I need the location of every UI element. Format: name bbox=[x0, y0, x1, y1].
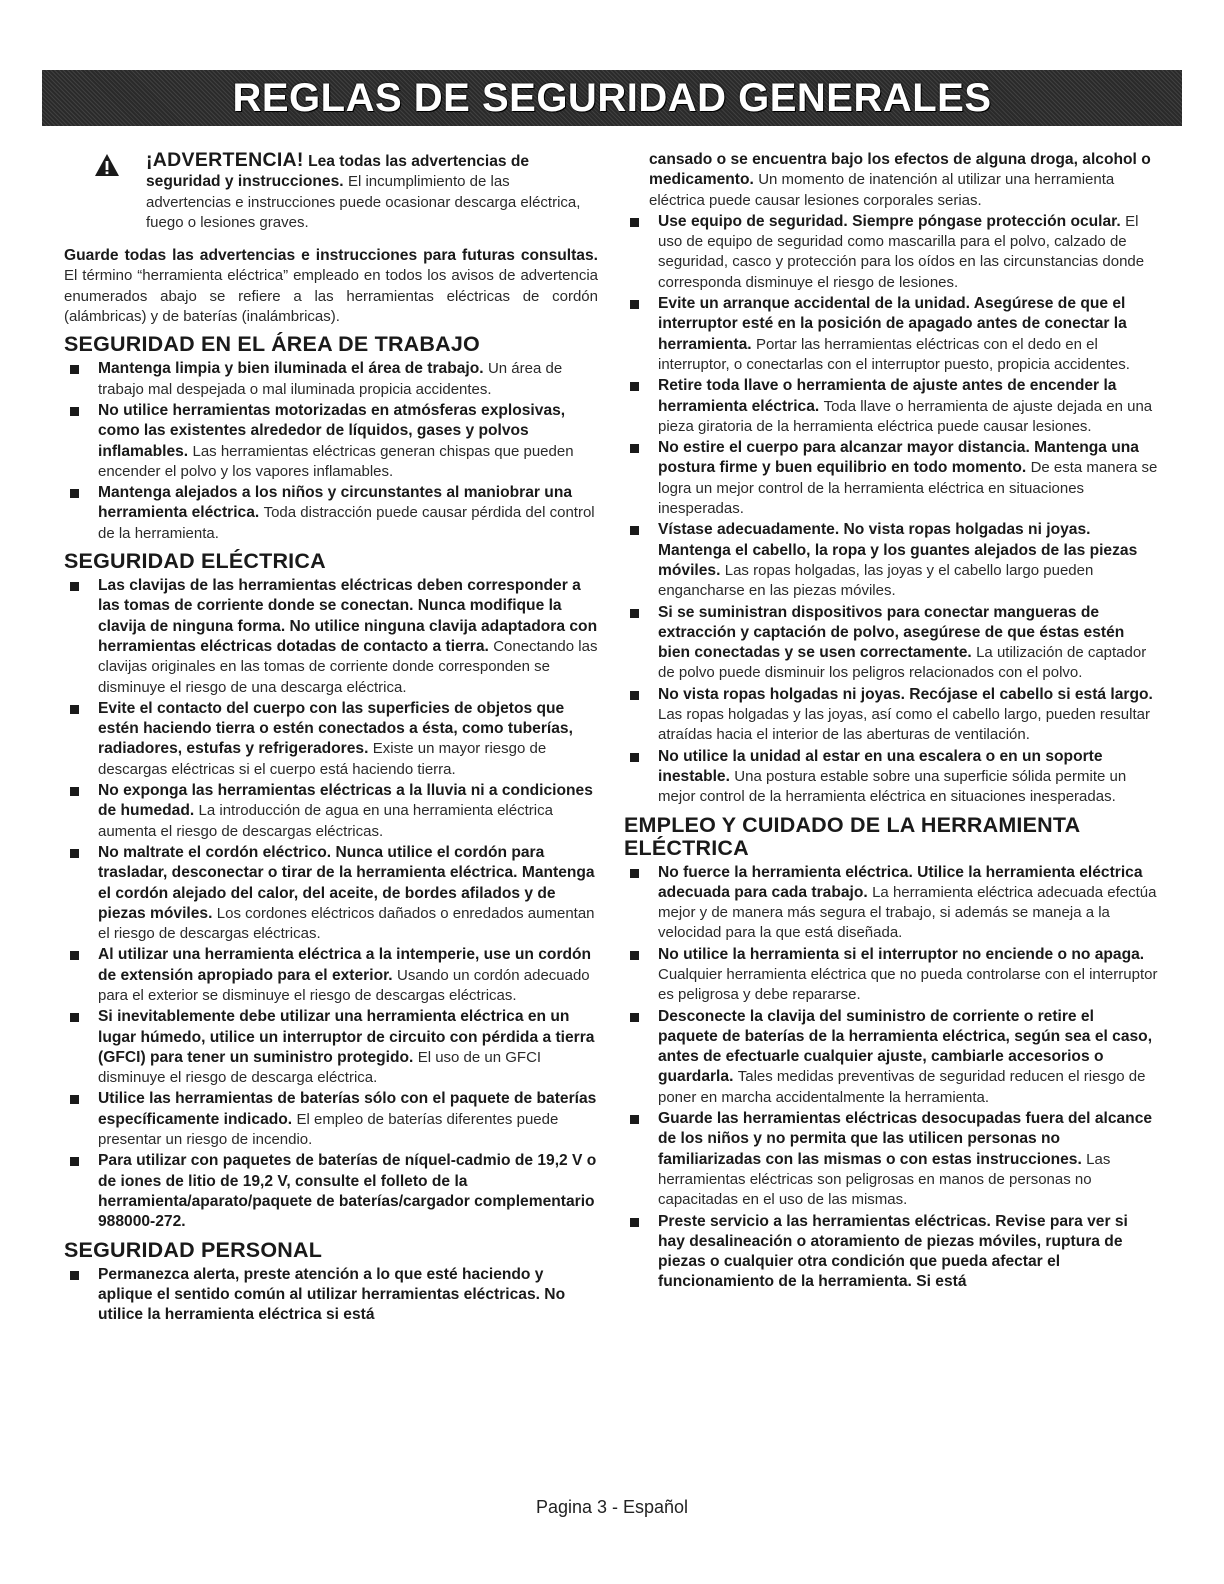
item-text: Un momento de inatención al utilizar una herramienta eléctrica puede causar lesiones corporales serias. bbox=[649, 171, 1115, 209]
item-text: Toda distracción puede causar pérdida del control de la herramienta. bbox=[98, 504, 595, 542]
bullet-square-icon bbox=[630, 300, 639, 309]
warning-triangle-icon bbox=[94, 153, 120, 177]
list-item bbox=[64, 401, 598, 482]
section-heading-work-area: SEGURIDAD EN EL ÁREA DE TRABAJO bbox=[64, 332, 480, 357]
intro-text: El término “herramienta eléctrica” empleado en todos los avisos de advertencia enumerados abajo se refiere a las herramientas eléctricas de cordón (alámbricas) y de baterías (inalámbricas). bbox=[64, 267, 598, 326]
item-bold-text: Vístase adecuadamente. No vista ropas holgadas ni joyas. Mantenga el cabello, la ropa y los guantes alejados de las piezas móviles. bbox=[658, 521, 1138, 579]
list-item bbox=[64, 1265, 598, 1326]
list-item bbox=[64, 843, 598, 944]
bullet-square-icon bbox=[630, 1013, 639, 1022]
tool-care-list bbox=[624, 863, 1158, 1293]
list-item-continuation bbox=[624, 150, 1158, 211]
electrical-list bbox=[64, 576, 598, 1233]
item-bold-text: No vista ropas holgadas ni joyas. Recójase el cabello si está largo. bbox=[658, 685, 1153, 703]
item-bold-text: Para utilizar con paquetes de baterías de níquel-cadmio de 19,2 V o de iones de litio de 19,2 V, consulte el folleto de la herramienta/aparato/paquete de baterías/cargador complementario 988000-272. bbox=[98, 1152, 597, 1231]
bullet-square-icon bbox=[630, 1115, 639, 1124]
bullet-square-icon bbox=[630, 1218, 639, 1227]
item-text: Usando un cordón adecuado para el exterior se disminuye el riesgo de descargas eléctricas. bbox=[98, 966, 590, 1004]
list-item bbox=[624, 1007, 1158, 1108]
item-bold-text: No estire el cuerpo para alcanzar mayor distancia. Mantenga una postura firme y buen equilibrio en todo momento. bbox=[658, 439, 1139, 477]
item-bold-text: Evite un arranque accidental de la unidad. Asegúrese de que el interruptor esté en la posición de apagado antes de conectar la herramienta. bbox=[658, 295, 1127, 353]
item-bold-text: No fuerce la herramienta eléctrica. Utilice la herramienta eléctrica adecuada para cada trabajo. bbox=[658, 863, 1143, 901]
item-bold-text: Mantenga limpia y bien iluminada el área de trabajo. bbox=[98, 360, 484, 378]
item-text: Las herramientas eléctricas generan chispas que pueden encender el polvo y los vapores inflamables. bbox=[98, 442, 574, 480]
item-bold-text: No utilice herramientas motorizadas en atmósferas explosivas, como las existentes alrededor de líquidos, gases y polvos inflamables. bbox=[98, 401, 566, 460]
page-title: REGLAS DE SEGURIDAD GENERALES bbox=[232, 75, 992, 120]
item-bold-text: Utilice las herramientas de baterías sólo con el paquete de baterías específicamente indicado. bbox=[98, 1090, 597, 1128]
list-item bbox=[64, 1089, 598, 1150]
item-bold-text: Las clavijas de las herramientas eléctricas deben corresponder a las tomas de corriente donde se conectan. Nunca modifique la clavija de ninguna forma. No utilice ninguna clavija adaptadora con herramientas eléctricas dotadas de contacto a tierra. bbox=[98, 577, 598, 655]
item-text: Una postura estable sobre una superficie sólida permite un mejor control de la herramienta eléctrica en situaciones inesperadas. bbox=[658, 767, 1127, 806]
list-item bbox=[624, 945, 1158, 1006]
intro-bold-text: Guarde todas las advertencias e instrucciones para futuras consultas. bbox=[64, 247, 598, 265]
item-text: De esta manera se logra un mejor control de la herramienta eléctrica en situaciones inesperadas. bbox=[658, 459, 1158, 518]
list-item bbox=[64, 1007, 598, 1088]
item-bold-text: Mantenga alejados a los niños y circunstantes al maniobrar una herramienta eléctrica. bbox=[98, 484, 573, 522]
bullet-square-icon bbox=[630, 444, 639, 453]
item-bold-text: Si se suministran dispositivos para conectar mangueras de extracción y captación de polvo, asegúrese de que éstas estén bien conectadas y se usen correctamente. bbox=[658, 603, 1125, 662]
warning-block bbox=[64, 150, 598, 233]
item-bold-text: Si inevitablemente debe utilizar una herramienta eléctrica en un lugar húmedo, utilice un interruptor de circuito con pérdida a tierra (GFCI) para tener un suministro protegido. bbox=[98, 1008, 595, 1066]
item-bold-text: No exponga las herramientas eléctricas a la lluvia ni a condiciones de humedad. bbox=[98, 782, 593, 820]
item-text: Las ropas holgadas, las joyas y el cabello largo pueden engancharse en las piezas móviles. bbox=[658, 561, 1094, 600]
item-text: Los cordones eléctricos dañados o enredados aumentan el riesgo de descargas eléctricas. bbox=[98, 904, 595, 943]
item-bold-text: Al utilizar una herramienta eléctrica a la intemperie, use un cordón de extensión apropiado para el exterior. bbox=[98, 946, 592, 984]
item-bold-text: No maltrate el cordón eléctrico. Nunca utilice el cordón para trasladar, desconectar o tirar de la herramienta eléctrica. Mantenga el cordón alejado del calor, del aceite, de bordes afilados y de piezas móviles. bbox=[98, 843, 595, 922]
item-bold-text: Desconecte la clavija del suministro de corriente o retire el paquete de baterías de la herramienta eléctrica, según sea el caso, antes de efectuarle cualquier ajuste, cambiarle accesorios o guardarla. bbox=[658, 1007, 1153, 1086]
item-bold-text: Retire toda llave o herramienta de ajuste antes de encender la herramienta eléctrica. bbox=[658, 377, 1117, 415]
item-text: El uso de un GFCI disminuye el riesgo de descarga eléctrica. bbox=[98, 1048, 542, 1087]
bullet-square-icon bbox=[630, 218, 639, 227]
list-item bbox=[64, 576, 598, 698]
list-item bbox=[624, 376, 1158, 437]
bullet-square-icon bbox=[630, 753, 639, 762]
bullet-square-icon bbox=[70, 489, 79, 498]
section-heading-personal: SEGURIDAD PERSONAL bbox=[64, 1237, 323, 1262]
item-text: La herramienta eléctrica adecuada efectúa mejor y de manera más segura el trabajo, si además se maneja a la velocidad para la que está diseñada. bbox=[658, 883, 1157, 942]
item-text: Un área de trabajo mal despejada o mal iluminada propicia accidentes. bbox=[98, 360, 563, 398]
bullet-square-icon bbox=[70, 705, 79, 714]
item-bold-text: No utilice la unidad al estar en una escalera o en un soporte inestable. bbox=[658, 747, 1103, 785]
list-item bbox=[624, 747, 1158, 808]
item-bold-text: Permanezca alerta, preste atención a lo que esté haciendo y aplique el sentido común al utilizar herramientas eléctricas. No utilice la herramienta eléctrica si está bbox=[98, 1265, 566, 1324]
bullet-square-icon bbox=[630, 526, 639, 535]
page-footer: Pagina 3 - Español bbox=[535, 1497, 689, 1517]
bullet-square-icon bbox=[70, 1095, 79, 1104]
warning-heading: ¡ADVERTENCIA! bbox=[146, 149, 304, 171]
list-item bbox=[624, 603, 1158, 684]
bullet-square-icon bbox=[630, 951, 639, 960]
list-item bbox=[64, 699, 598, 780]
item-bold-text: cansado o se encuentra bajo los efectos de alguna droga, alcohol o medicamento. bbox=[649, 151, 1151, 189]
item-bold-text: Use equipo de seguridad. Siempre póngase protección ocular. bbox=[658, 212, 1121, 230]
item-bold-text: Guarde las herramientas eléctricas desocupadas fuera del alcance de los niños y no permita que las utilicen personas no familiarizadas con las mismas o con estas instrucciones. bbox=[658, 1110, 1153, 1168]
item-bold-text: No utilice la herramienta si el interruptor no enciende o no apaga. bbox=[658, 945, 1145, 963]
bullet-square-icon bbox=[70, 582, 79, 591]
list-item bbox=[624, 438, 1158, 519]
bullet-square-icon bbox=[70, 365, 79, 374]
item-text: Existe un mayor riesgo de descargas eléctricas si el cuerpo está haciendo tierra. bbox=[98, 740, 547, 778]
list-item bbox=[624, 212, 1158, 293]
right-column bbox=[624, 150, 1158, 1294]
item-text: Tales medidas preventivas de seguridad reducen el riesgo de poner en marcha accidentalmente la herramienta. bbox=[658, 1068, 1146, 1106]
item-text: Toda llave o herramienta de ajuste dejada en una pieza giratoria de la herramienta eléctrica puede causar lesiones. bbox=[658, 397, 1153, 435]
list-item bbox=[624, 1109, 1158, 1210]
bullet-square-icon bbox=[70, 951, 79, 960]
section-heading-tool-care: EMPLEO Y CUIDADO DE LA HERRAMIENTA ELÉCTRICA bbox=[624, 812, 1080, 860]
personal-list-start bbox=[64, 1265, 598, 1326]
left-column bbox=[64, 150, 598, 1326]
bullet-square-icon bbox=[70, 407, 79, 416]
list-item bbox=[64, 483, 598, 544]
list-item bbox=[64, 781, 598, 842]
item-bold-text: Evite el contacto del cuerpo con las superficies de objetos que estén haciendo tierra o estén conectados a ésta, como tuberías, radiadores, estufas y refrigeradores. bbox=[98, 699, 573, 758]
bullet-square-icon bbox=[630, 382, 639, 391]
bullet-square-icon bbox=[70, 1271, 79, 1280]
bullet-square-icon bbox=[630, 691, 639, 700]
bullet-square-icon bbox=[70, 1013, 79, 1022]
bullet-square-icon bbox=[70, 849, 79, 858]
item-text: El uso de equipo de seguridad como mascarilla para el polvo, calzado de seguridad, casco y protección para los oídos en las circunstancias donde corresponda disminuye el riesgo de lesiones. bbox=[658, 212, 1145, 291]
section-heading-electrical: SEGURIDAD ELÉCTRICA bbox=[64, 549, 326, 574]
item-text: El empleo de baterías diferentes puede presentar un riesgo de incendio. bbox=[98, 1110, 559, 1149]
bullet-square-icon bbox=[70, 787, 79, 796]
warning-bold-text: Lea todas las advertencias de seguridad y instrucciones. bbox=[146, 153, 530, 191]
intro-paragraph bbox=[64, 246, 598, 327]
item-text: La introducción de agua en una herramienta eléctrica aumenta el riesgo de descargas eléctricas. bbox=[98, 802, 553, 840]
list-item bbox=[624, 1212, 1158, 1293]
list-item bbox=[624, 863, 1158, 944]
list-item bbox=[624, 520, 1158, 601]
item-text: Cualquier herramienta eléctrica que no pueda controlarse con el interruptor es peligrosa y debe repararse. bbox=[658, 965, 1158, 1004]
item-bold-text: Preste servicio a las herramientas eléctricas. Revise para ver si hay desalineación o atoramiento de piezas móviles, ruptura de piezas o cualquier otra condición que pueda afectar el funcionamiento de la herramienta. Si está bbox=[658, 1212, 1128, 1291]
item-text: Las ropas holgadas y las joyas, así como el cabello largo, pueden resultar atraídas hacia el interior de las aberturas de ventilación. bbox=[658, 706, 1150, 744]
work-area-list bbox=[64, 359, 598, 544]
list-item bbox=[624, 685, 1158, 746]
list-item bbox=[64, 1151, 598, 1232]
title-banner bbox=[42, 70, 1182, 126]
bullet-square-icon bbox=[630, 609, 639, 618]
item-text: La utilización de captador de polvo puede disminuir los peligros relacionados con el polvo. bbox=[658, 644, 1147, 682]
warning-text: El incumplimiento de las advertencias e instrucciones puede ocasionar descarga eléctrica, fuego o lesiones graves. bbox=[146, 173, 581, 231]
item-text: Conectando las clavijas originales en las tomas de corriente donde corresponden se disminuye el riesgo de una descarga eléctrica. bbox=[98, 637, 598, 696]
list-item bbox=[624, 294, 1158, 375]
bullet-square-icon bbox=[70, 1157, 79, 1166]
personal-list-continued bbox=[624, 150, 1158, 808]
item-text: Las herramientas eléctricas son peligrosas en manos de personas no capacitadas en el uso de las mismas. bbox=[658, 1150, 1111, 1209]
list-item bbox=[64, 945, 598, 1006]
list-item bbox=[64, 359, 598, 400]
bullet-square-icon bbox=[630, 869, 639, 878]
item-text: Portar las herramientas eléctricas con el dedo en el interruptor, o conectarlas con el interruptor puesto, propicia accidentes. bbox=[658, 335, 1130, 373]
